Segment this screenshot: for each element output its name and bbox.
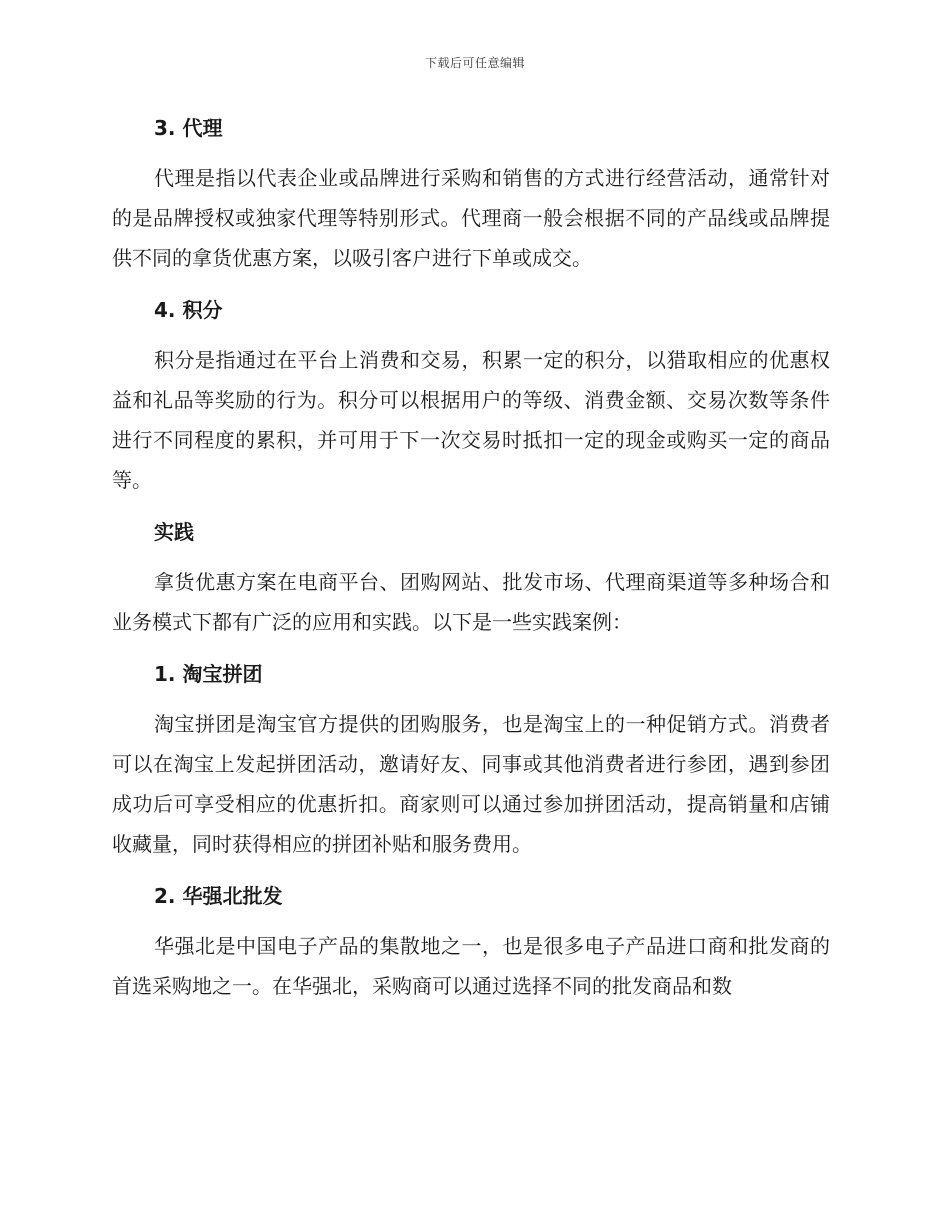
section-heading-practice: 实践	[154, 520, 194, 544]
section-heading-agency: 3. 代理	[154, 116, 223, 140]
paragraph-huaqiangbei: 华强北是中国电子产品的集散地之一，也是很多电子产品进口商和批发商的首选采购地之一。在华强北，采购商可以通过选择不同的批发商品和数	[112, 934, 830, 998]
section-heading-huaqiangbei: 2. 华强北批发	[154, 884, 283, 908]
paragraph-points: 积分是指通过在平台上消费和交易，积累一定的积分，以猎取相应的优惠权益和礼品等奖励的行为。积分可以根据用户的等级、消费金额、交易次数等条件进行不同程度的累积，并可用于下一次交易时抵扣一定的现金或购买一定的商品等。	[112, 348, 830, 492]
page-header: 下载后可任意编辑	[424, 56, 525, 70]
document-body	[112, 108, 830, 1018]
section-heading-points: 4. 积分	[154, 298, 223, 322]
paragraph-taobao-group: 淘宝拼团是淘宝官方提供的团购服务，也是淘宝上的一种促销方式。消费者可以在淘宝上发起拼团活动，邀请好友、同事或其他消费者进行参团，遇到参团成功后可享受相应的优惠折扣。商家则可以通过参加拼团活动，提高销量和店铺收藏量，同时获得相应的拼团补贴和服务费用。	[112, 712, 830, 856]
paragraph-practice: 拿货优惠方案在电商平台、团购网站、批发市场、代理商渠道等多种场合和业务模式下都有广泛的应用和实践。以下是一些实践案例：	[112, 570, 830, 634]
paragraph-agency: 代理是指以代表企业或品牌进行采购和销售的方式进行经营活动，通常针对的是品牌授权或独家代理等特别形式。代理商一般会根据不同的产品线或品牌提供不同的拿货优惠方案，以吸引客户进行下单或成交。	[112, 166, 830, 270]
section-heading-taobao-group: 1. 淘宝拼团	[154, 662, 263, 686]
